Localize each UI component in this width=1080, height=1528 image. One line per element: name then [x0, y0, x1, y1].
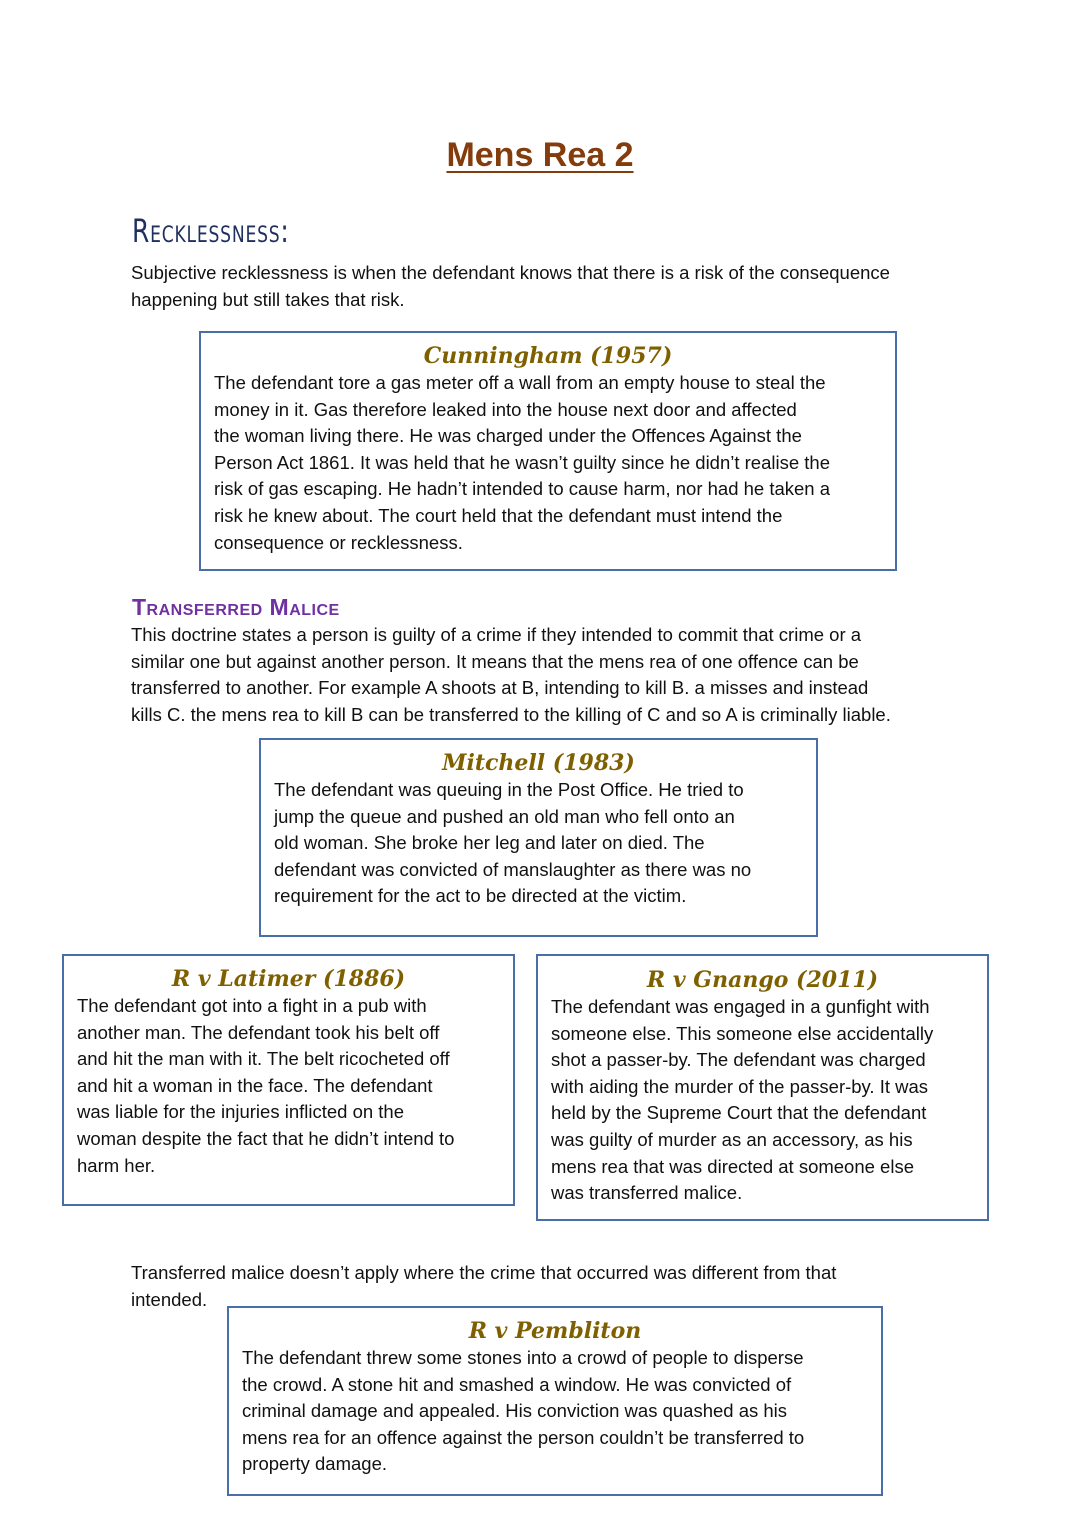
case-title: R v Gnango (2011) [646, 967, 879, 993]
text-line: The defendant threw some stones into a crowd of people to disperse [242, 1347, 804, 1368]
case-title: Mitchell (1983) [442, 750, 635, 776]
text-line: Subjective recklessness is when the defendant knows that there is a risk of the consequence [131, 262, 890, 283]
case-text [201, 370, 895, 556]
case-box-mitchell [259, 738, 818, 937]
text-line: woman despite the fact that he didn’t intend to [77, 1127, 455, 1149]
text-line: kills C. the mens rea to kill B can be transferred to the killing of C and so A is criminally liable. [131, 703, 891, 725]
text-line: requirement for the act to be directed at the victim. [274, 885, 687, 907]
text-line: held by the Supreme Court that the defendant [551, 1102, 927, 1124]
text-line: jump the queue and pushed an old man who fell onto an [274, 805, 735, 827]
case-title: Cunningham (1957) [423, 343, 673, 369]
text-line: mens rea that was directed at someone else [551, 1155, 914, 1177]
text-line: The defendant tore a gas meter off a wall from an empty house to steal the [214, 372, 826, 393]
text-line: someone else. This someone else accidentally [551, 1022, 934, 1044]
text-line: Person Act 1861. It was held that he wasn’t guilty since he didn’t realise the [214, 451, 831, 473]
text-line: was transferred malice. [551, 1182, 743, 1204]
text-line: similar one but against another person. It means that the mens rea of one offence can be [131, 650, 859, 672]
text-line: risk of gas escaping. He hadn’t intended to cause harm, nor had he taken a [214, 478, 831, 500]
text-line: This doctrine states a person is guilty of a crime if they intended to commit that crime or a [131, 624, 862, 645]
text-line: happening but still takes that risk. [131, 288, 405, 310]
text-line: risk he knew about. The court held that the defendant must intend the [214, 504, 783, 526]
transferred-malice-paragraph [131, 622, 891, 728]
transferred-malice-heading: Transferred Malice [132, 594, 340, 620]
text-line: Transferred malice doesn’t apply where the crime that occurred was different from that [131, 1262, 837, 1283]
text-line: old woman. She broke her leg and later on died. The [274, 832, 705, 854]
case-text [261, 777, 816, 910]
text-line: intended. [131, 1288, 208, 1310]
text-line: was guilty of murder as an accessory, as his [551, 1128, 913, 1150]
text-line: was liable for the injuries inflicted on the [77, 1101, 405, 1123]
text-line: transferred to another. For example A shoots at B, intending to kill B. a misses and instead [131, 677, 869, 699]
text-line: The defendant got into a fight in a pub with [77, 995, 427, 1016]
text-line: with aiding the murder of the passer-by. It was [551, 1075, 929, 1097]
text-line: the woman living there. He was charged under the Offences Against the [214, 425, 802, 447]
text-line: the crowd. A stone hit and smashed a window. He was convicted of [242, 1373, 792, 1395]
text-line: and hit the man with it. The belt ricocheted off [77, 1048, 450, 1070]
case-text [229, 1345, 881, 1478]
recklessness-paragraph [131, 260, 890, 313]
text-line: The defendant was engaged in a gunfight with [551, 996, 930, 1017]
text-line: harm her. [77, 1154, 156, 1176]
text-line: The defendant was queuing in the Post Office. He tried to [274, 779, 744, 800]
text-line: consequence or recklessness. [214, 531, 463, 553]
text-line: another man. The defendant took his belt off [77, 1021, 440, 1043]
text-line: property damage. [242, 1453, 388, 1475]
text-line: defendant was convicted of manslaughter as there was no [274, 858, 752, 880]
case-text [538, 994, 987, 1207]
text-line: money in it. Gas therefore leaked into the house next door and affected [214, 398, 797, 420]
text-line: shot a passer-by. The defendant was charged [551, 1049, 926, 1071]
case-box-cunningham [199, 331, 897, 571]
case-box-gnango [536, 954, 989, 1221]
text-line: and hit a woman in the face. The defendant [77, 1074, 433, 1096]
text-line: mens rea for an offence against the person couldn’t be transferred to [242, 1426, 805, 1448]
case-box-latimer [62, 954, 515, 1206]
case-title: R v Pembliton [468, 1318, 642, 1344]
page-title: Mens Rea 2 [446, 136, 634, 174]
case-box-pembliton [227, 1306, 883, 1496]
case-title: R v Latimer (1886) [171, 966, 406, 992]
recklessness-heading: Recklessness: [132, 212, 290, 250]
text-line: criminal damage and appealed. His conviction was quashed as his [242, 1400, 788, 1422]
case-text [64, 993, 513, 1179]
